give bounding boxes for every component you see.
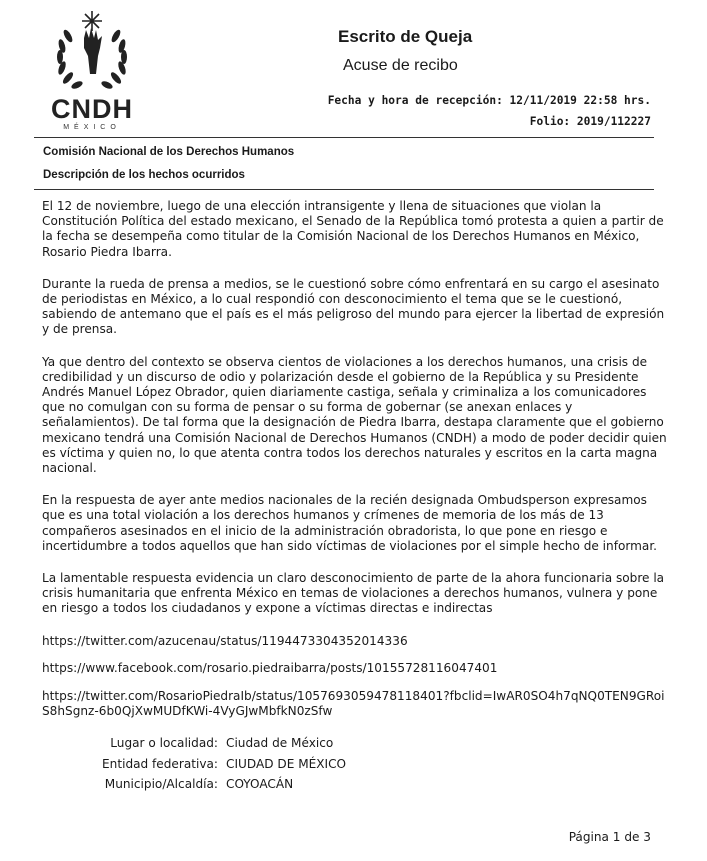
cndh-emblem-icon <box>48 8 136 94</box>
location-row-municipio <box>42 774 346 795</box>
section-description: Descripción de los hechos ocurridos <box>43 169 245 181</box>
entidad-label: Entidad federativa: <box>102 756 218 771</box>
cndh-logo <box>44 8 140 130</box>
divider <box>34 137 654 138</box>
paragraph: Ya que dentro del contexto se observa cientos de violaciones a los derechos humanos, una crisis de credibilidad y un discurso de odio y polarización desde el gobierno de la República y su Presidente Andrés Manuel López Obrador, quien diariamente castiga, señala y criminaliza a los comunicadores que no comulgan con su forma de pensar o su forma de gobernar (se anexan enlaces y señalamientos). De tal forma que la designación de Piedra Ibarra, destapa claramente que el gobierno mexicano tendrá una Comisión Nacional de Derechos Humanos (CNDH) a modo de poder decidir quien es víctima y quien no, lo que atenta contra todos los derechos naturales y escritos en la carta magna nacional. <box>42 354 667 476</box>
logo-text: CNDH <box>51 94 133 124</box>
lugar-value: Ciudad de México <box>226 736 334 750</box>
location-row-entidad <box>42 754 346 775</box>
reception-datetime: Fecha y hora de recepción: 12/11/2019 22:58 hrs. <box>327 94 651 107</box>
paragraph: La lamentable respuesta evidencia un claro desconocimiento de parte de la ahora funcionaria sobre la crisis humanitaria que enfrenta México en temas de violaciones a derechos humanos, vulnera y pone en riesgo a todos los ciudadanos y expone a víctimas directas e indirectas <box>42 571 665 616</box>
page-number: Página 1 de 3 <box>568 830 651 844</box>
divider <box>34 189 654 190</box>
folio-number: Folio: 2019/112227 <box>529 115 651 128</box>
logo-subtext: MÉXICO <box>63 124 121 131</box>
paragraph: Durante la rueda de prensa a medios, se le cuestionó sobre cómo enfrentará en su cargo el asesinato de periodistas en México, a lo cual respondió con desconocimiento el tema que se le cuestionó, sabiendo de antemano que el país es el más peligroso del mundo para ejercer la libertad de expresión y de prensa. <box>42 276 665 337</box>
document-title: Escrito de Queja <box>338 27 473 46</box>
location-row-lugar <box>42 733 346 754</box>
entidad-value: CIUDAD DE MÉXICO <box>226 756 347 771</box>
lugar-label: Lugar o localidad: <box>110 736 218 750</box>
municipio-label: Municipio/Alcaldía: <box>104 777 218 792</box>
complaint-body <box>42 199 672 732</box>
municipio-value: COYOACÁN <box>226 777 294 792</box>
link-facebook-rosario[interactable]: https://www.facebook.com/rosario.piedraibarra/posts/10155728116047401 <box>42 661 498 676</box>
paragraph: En la respuesta de ayer ante medios nacionales de la recién designada Ombudsperson expresamos que es una total violación a los derechos humanos y crímenes de memoria de los más de 13 compañeros asesinados en el inicio de la administración obradorista, lo que pone en riesgo e incertidumbre a todos aquellos que han sido víctimas de violaciones por el simple hecho de informar. <box>42 493 658 553</box>
section-commission: Comisión Nacional de los Derechos Humanos <box>43 146 295 158</box>
location-block <box>42 733 346 795</box>
link-twitter-azucenau[interactable]: https://twitter.com/azucenau/status/1194473304352014336 <box>42 633 408 648</box>
link-twitter-rosariopiedra[interactable]: https://twitter.com/RosarioPiedraIb/status/1057693059478118401?fbclid=IwAR0SO4h7qNQ0TEN9GRoiS8hSgnz-6b0QjXwMUDfKWi-4VyGJwMbfkN0zSfw <box>42 689 665 719</box>
document-subtitle: Acuse de recibo <box>343 57 458 74</box>
paragraph: El 12 de noviembre, luego de una elección intransigente y llena de situaciones que violan la Constitución Política del estado mexicano, el Senado de la República tomó protesta a quien a partir de la fecha se desempeña como titular de la Comisión Nacional de los Derechos Humanos en México, Rosario Piedra Ibarra. <box>42 199 664 259</box>
